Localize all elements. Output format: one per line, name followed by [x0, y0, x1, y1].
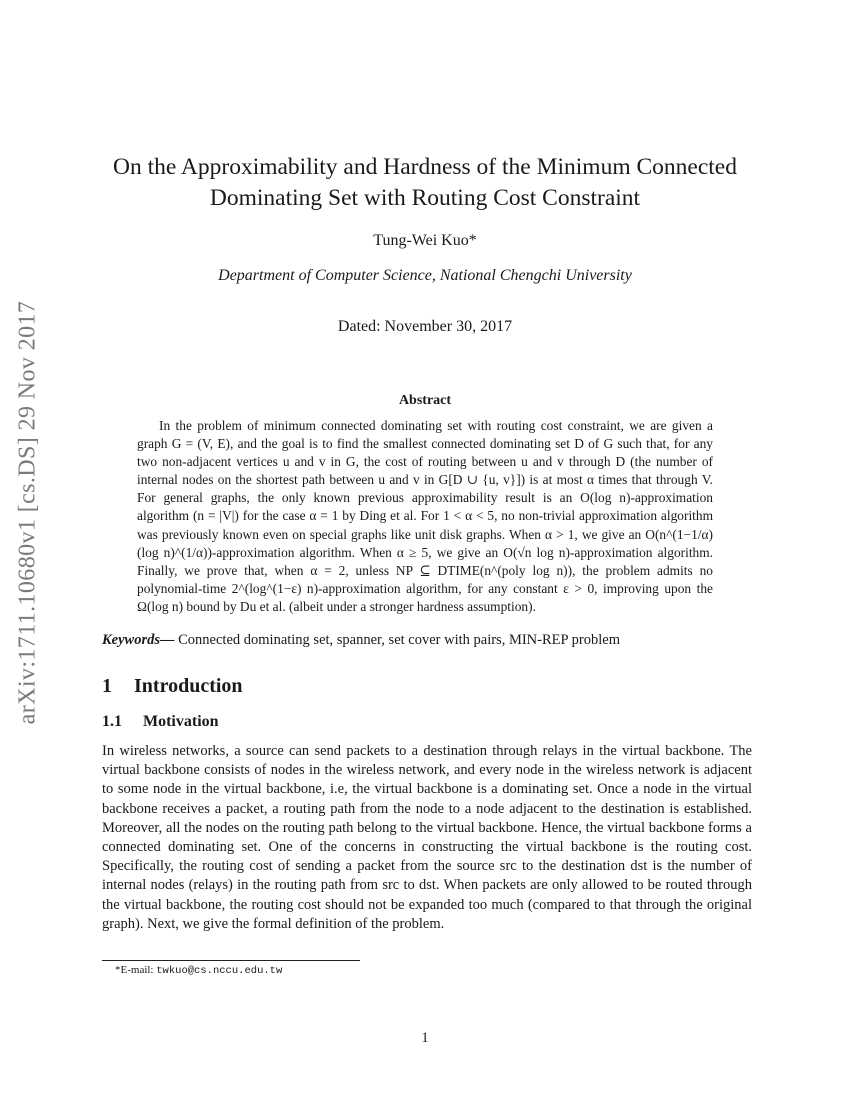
footnote [115, 964, 282, 977]
affiliation: Department of Computer Science, National Chengchi University [218, 267, 632, 284]
footnote-label: *E-mail: [115, 964, 157, 976]
section-title: Introduction [134, 675, 243, 697]
footnote-email: twkuo@cs.nccu.edu.tw [156, 965, 283, 977]
subsection-heading-motivation [102, 713, 219, 731]
subsection-title: Motivation [143, 713, 219, 730]
author-name: Tung-Wei Kuo* [373, 232, 477, 249]
section-number: 1 [102, 675, 112, 697]
keywords-label: Keywords— [102, 632, 175, 648]
date-line: Dated: November 30, 2017 [337, 318, 513, 335]
arxiv-stamp [6, 262, 50, 762]
body-paragraph: In wireless networks, a source can send packets to a destination through relays in the virtual backbone. The virtual backbone consists of nodes in the wireless network, and every node in the wireless network is adjacent to some node in the virtual backbone, i.e, the virtual backbone is a dominating set. Once a node in the virtual backbone receives a packet, a routing path from the node to a node adjacent to the destination is established. Moreover, all the nodes on the routing path belong to the virtual backbone. Hence, the virtual backbone forms a connected dominating set. One of the concerns in constructing the virtual backbone is the routing cost. Specifically, the routing cost of sending a packet from the source src to the destination dst is the number of internal nodes (relays) in the routing path from src to dst. When packets are only allowed to be routed through the virtual backbone, the routing cost should not be expanded too much (compared to that through the original graph). Next, we give the formal definition of the problem. [102, 743, 752, 932]
keywords-line [102, 632, 762, 649]
section-heading-introduction [102, 675, 243, 698]
abstract-body: In the problem of minimum connected dominating set with routing cost constraint, we are given a graph G = (V, E), and the goal is to find the smallest connected dominating set D of G such that, for any two non-adjacent vertices u and v in G, the cost of routing between u and v through D (the number of internal nodes on the shortest path between u and v in G[D ∪ {u, v}]) is at most α times that through V. For general graphs, the only known previous approximability result is an O(log n)-approximation algorithm (n = |V|) for the case α = 1 by Ding et al. For 1 < α < 5, no non-trivial approximation algorithm was previously known even on special graphs like unit disk graphs. When α > 1, we give an O(n^(1−1/α)(log n)^(1/α))-approximation algorithm. When α ≥ 5, we give an O(√n log n)-approximation algorithm. Finally, we prove that, when α = 2, unless NP ⊆ DTIME(n^(poly log n)), the problem admits no polynomial-time 2^(log^(1−ε) n)-approximation algorithm, for any constant ε > 0, improving upon the Ω(log n) bound by Du et al. (albeit under a stronger hardness assumption). [137, 418, 713, 614]
footnote-rule [102, 960, 360, 961]
arxiv-stamp-text: arXiv:1711.10680v1 [cs.DS] 29 Nov 2017 [14, 300, 41, 724]
abstract-heading: Abstract [398, 393, 452, 408]
page-number: 1 [421, 1030, 429, 1046]
paper-title: On the Approximability and Hardness of the Minimum Connected Dominating Set with Routing Cost Constraint [113, 154, 737, 211]
keywords-text: Connected dominating set, spanner, set cover with pairs, MIN-REP problem [178, 632, 620, 648]
subsection-number: 1.1 [102, 713, 122, 730]
